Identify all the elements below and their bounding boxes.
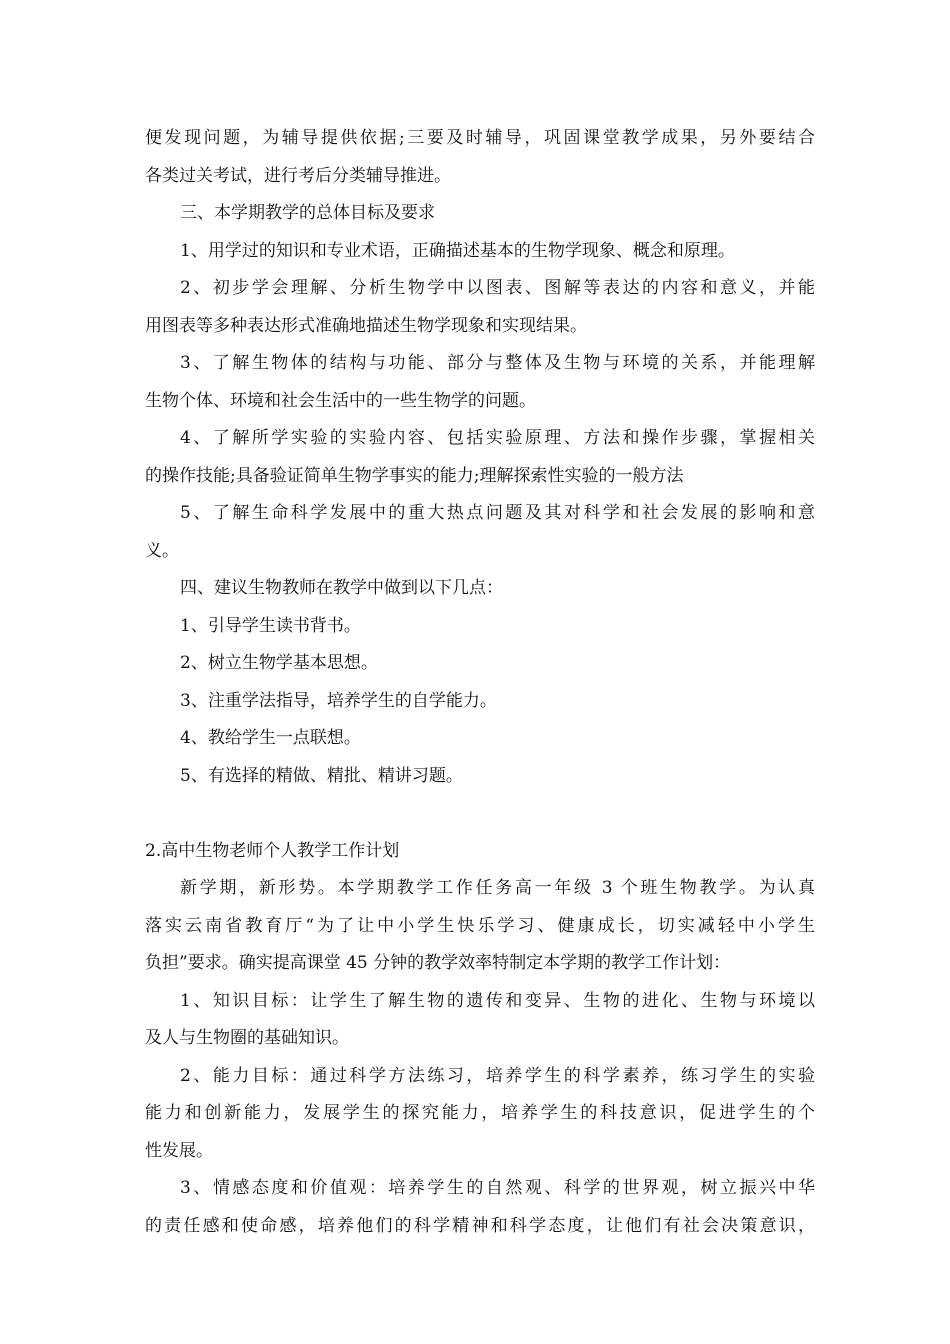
- paragraph: [145, 1058, 815, 1171]
- document-body: [145, 120, 815, 1245]
- text-line: 2、能力目标：通过科学方法练习，培养学生的科学素养，练习学生的实验: [180, 1065, 815, 1086]
- text-line: 用图表等多种表达形式准确地描述生物学现象和实现结果。: [145, 315, 587, 336]
- section-title: [145, 833, 815, 871]
- text-line: 4、教给学生一点联想。: [180, 728, 361, 748]
- text-line: 四、建议生物教师在教学中做到以下几点：: [180, 578, 503, 598]
- text-line: 能力和创新能力，发展学生的探究能力，培养学生的科技意识，促进学生的个: [145, 1103, 815, 1123]
- text-line: 各类过关考试，进行考后分类辅导推进。: [145, 165, 451, 186]
- text-line: 3、了解生物体的结构与功能、部分与整体及生物与环境的关系，并能理解: [180, 353, 815, 373]
- text-line: 1、用学过的知识和专业术语，正确描述基本的生物学现象、概念和原理。: [180, 240, 735, 261]
- text-line: 4、了解所学实验的实验内容、包括实验原理、方法和操作步骤，掌握相关: [180, 428, 815, 448]
- paragraph: [145, 270, 815, 345]
- paragraph: [145, 758, 815, 796]
- text-line: 2.高中生物老师个人教学工作计划: [145, 840, 400, 861]
- paragraph: [145, 120, 815, 195]
- paragraph: [145, 683, 815, 721]
- paragraph: [145, 495, 815, 570]
- paragraph: [145, 1170, 815, 1245]
- text-line: 2、树立生物学基本思想。: [180, 653, 378, 673]
- text-line: 三、本学期教学的总体目标及要求: [180, 203, 435, 223]
- paragraph: [145, 870, 815, 983]
- text-line: 的责任感和使命感，培养他们的科学精神和科学态度，让他们有社会决策意识，: [145, 1215, 815, 1236]
- paragraph-spacer: [145, 795, 815, 833]
- paragraph: [145, 570, 815, 608]
- text-line: 1、引导学生读书背书。: [180, 615, 361, 636]
- text-line: 生物个体、环境和社会生活中的一些生物学的问题。: [145, 390, 536, 411]
- text-line: 负担”要求。确实提高课堂 45 分钟的教学效率特制定本学期的教学工作计划：: [145, 953, 731, 973]
- text-line: 2、初步学会理解、分析生物学中以图表、图解等表达的内容和意义，并能: [180, 278, 815, 298]
- paragraph: [145, 345, 815, 420]
- text-line: 新学期，新形势。本学期教学工作任务高一年级 3 个班生物教学。为认真: [180, 878, 815, 898]
- text-line: 5、有选择的精做、精批、精讲习题。: [180, 765, 463, 786]
- paragraph: [145, 983, 815, 1058]
- text-line: 1、知识目标：让学生了解生物的遗传和变异、生物的进化、生物与环境以: [180, 990, 815, 1011]
- text-line: 性发展。: [145, 1140, 213, 1161]
- text-line: 落实云南省教育厅“为了让中小学生快乐学习、健康成长，切实减轻中小学生: [145, 915, 815, 936]
- paragraph: [145, 233, 815, 271]
- text-line: 5、了解生命科学发展中的重大热点问题及其对科学和社会发展的影响和意: [180, 503, 815, 523]
- text-line: 的操作技能;具备验证简单生物学事实的能力;理解探索性实验的一般方法: [145, 465, 684, 486]
- paragraph: [145, 608, 815, 646]
- text-line: 3、情感态度和价值观：培养学生的自然观、科学的世界观，树立振兴中华: [180, 1178, 815, 1198]
- paragraph: [145, 645, 815, 683]
- paragraph: [145, 720, 815, 758]
- text-line: 义。: [145, 540, 179, 561]
- text-line: 3、注重学法指导，培养学生的自学能力。: [180, 690, 497, 711]
- text-line: 便发现问题，为辅导提供依据;三要及时辅导，巩固课堂教学成果，另外要结合: [145, 128, 815, 148]
- paragraph: [145, 195, 815, 233]
- text-line: 及人与生物圈的基础知识。: [145, 1028, 349, 1048]
- paragraph: [145, 420, 815, 495]
